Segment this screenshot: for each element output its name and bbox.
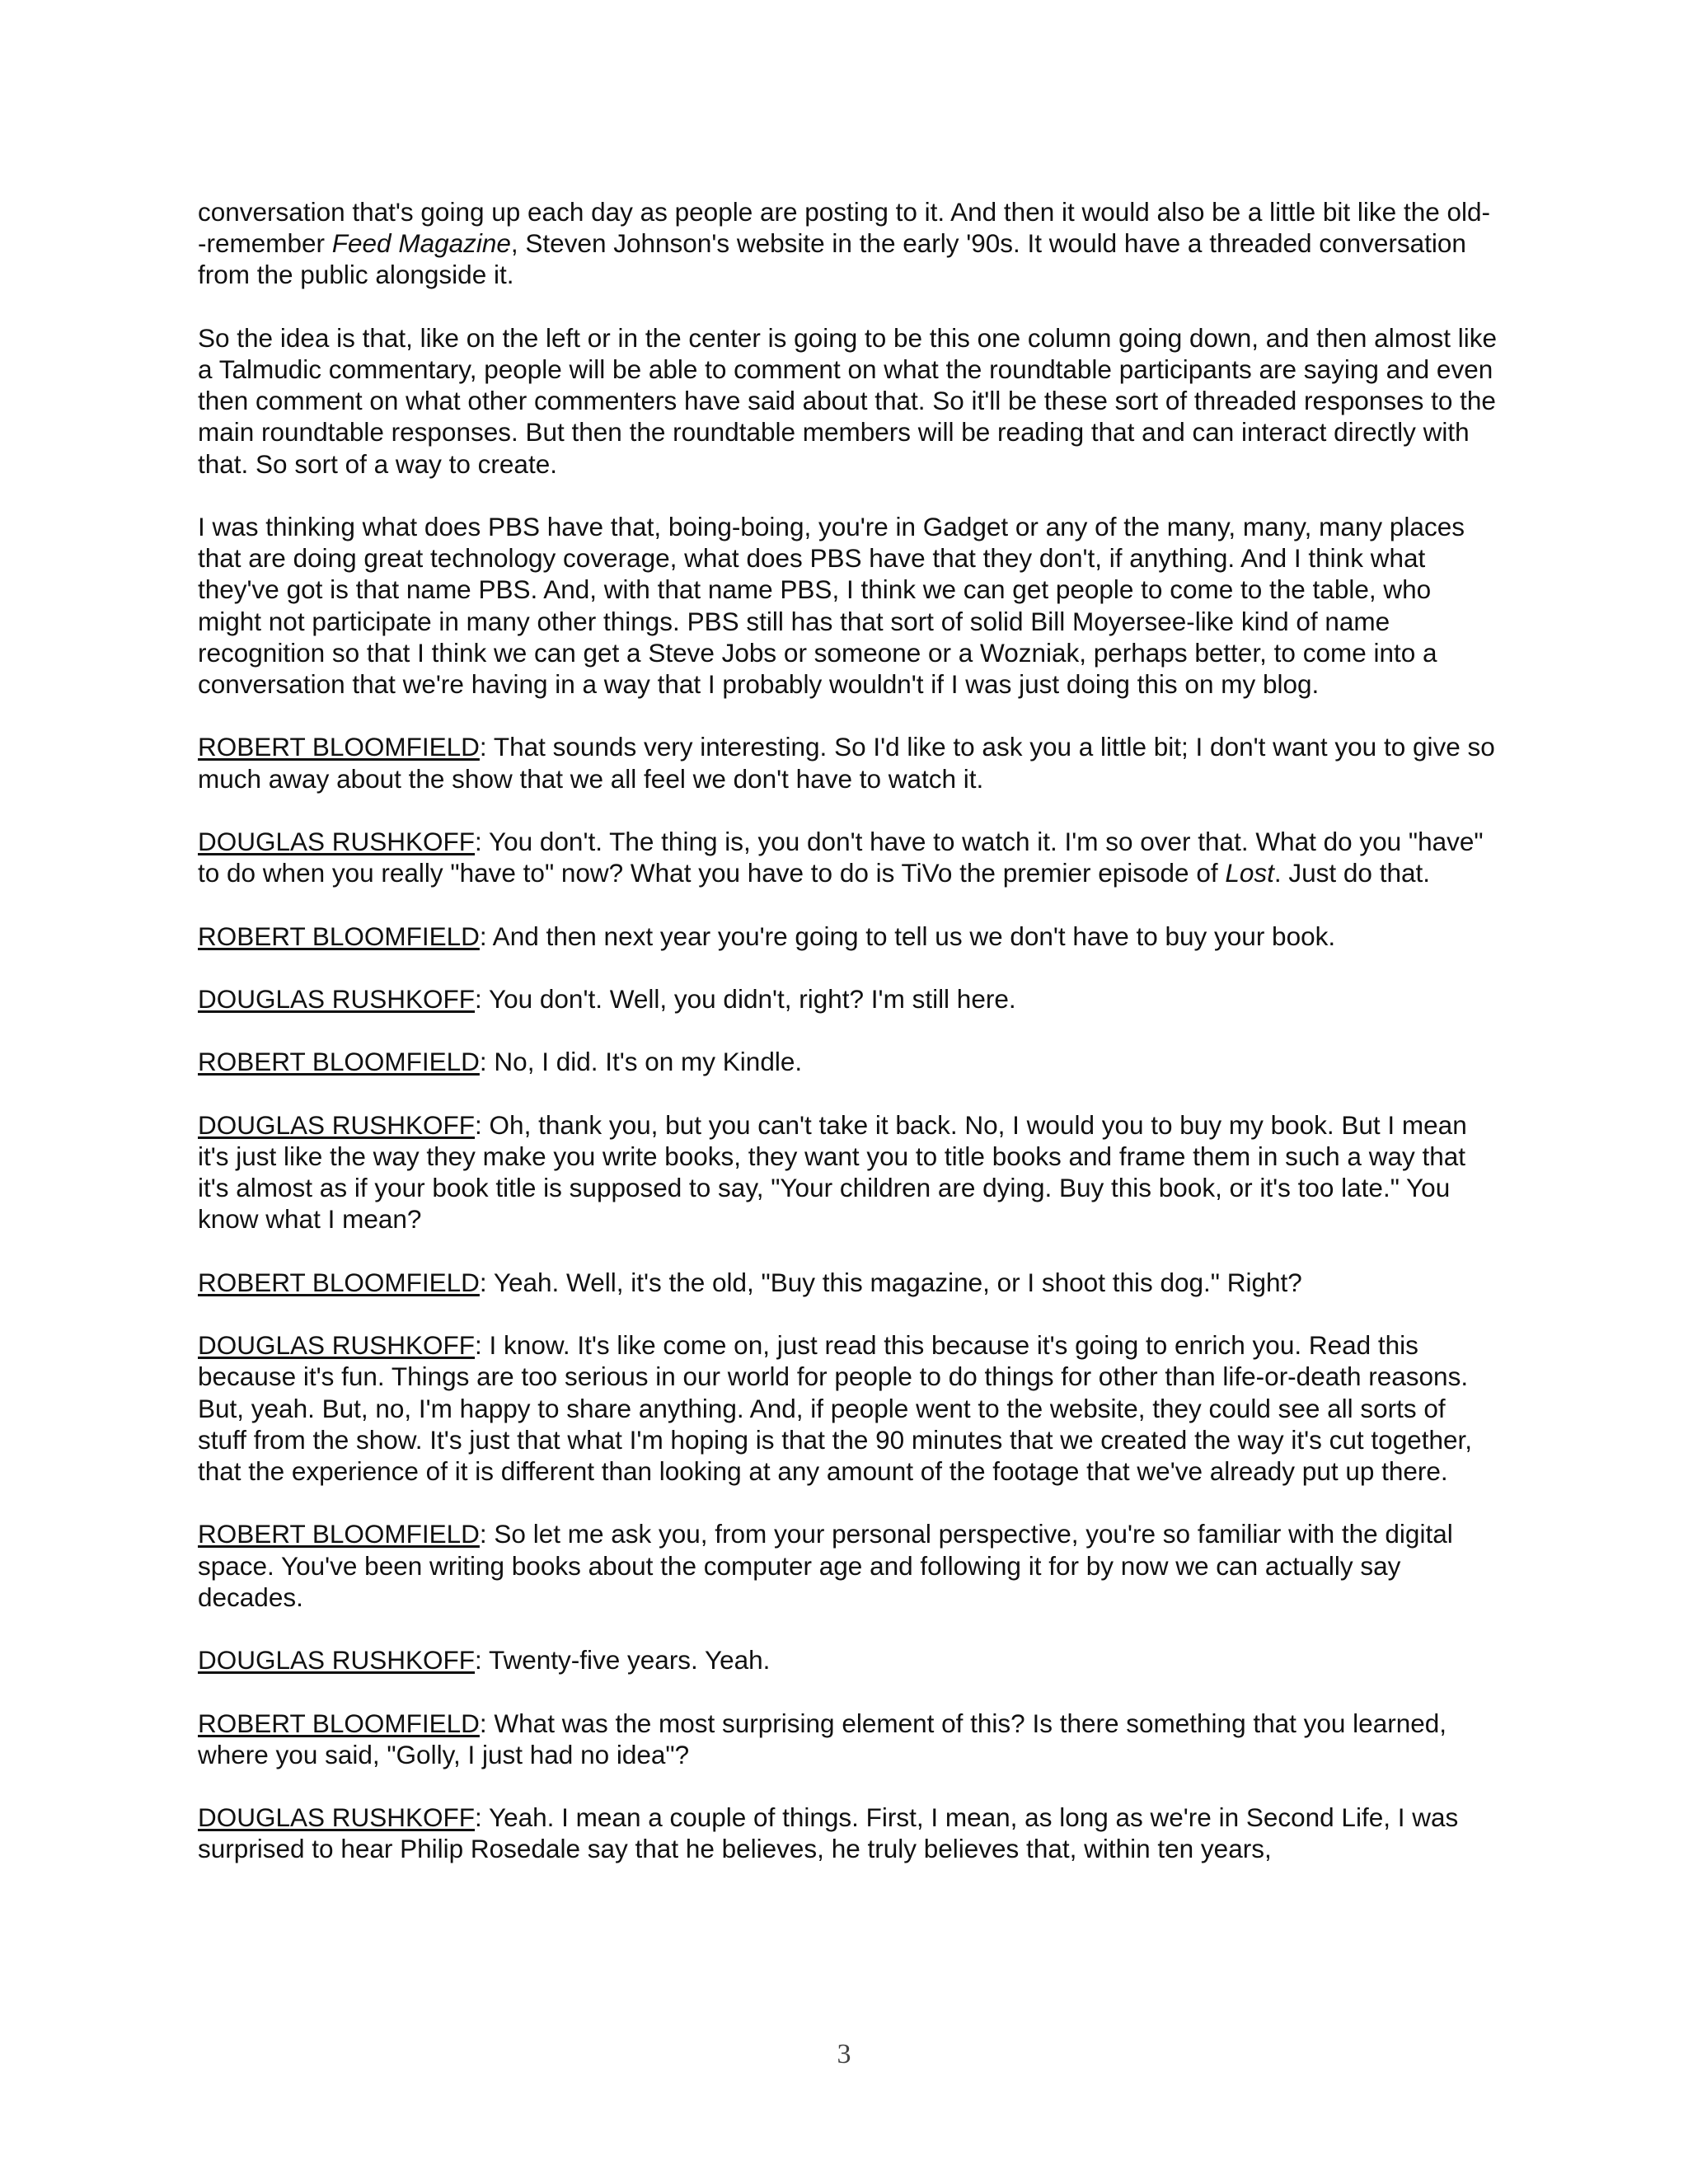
- paragraph-text: . Just do that.: [1273, 858, 1430, 888]
- paragraph-text: : You don't. Well, you didn't, right? I'm still here.: [475, 983, 1016, 1014]
- paragraph-text: : Oh, thank you, but you can't take it back. No, I would you to buy my book. But I mean it's just like the way they make you write books, they want you to title books and frame them in such a way that it's almost as if your book title is supposed to say, "Your children are dying. Buy this book, or it's too late." You know what I mean?: [198, 1109, 1467, 1235]
- dialogue-paragraph: [198, 1518, 1497, 1613]
- paragraph-text: : You don't. The thing is, you don't have to watch it. I'm so over that. What do you "have" to do when you really "have to" now? What you have to do is TiVo the premier episode of: [198, 827, 1484, 888]
- paragraph-text: : No, I did. It's on my Kindle.: [479, 1047, 803, 1077]
- paragraph-text: I was thinking what does PBS have that, boing-boing, you're in Gadget or any of the many, many, many places that are doing great technology coverage, what does PBS have that they don't, if anything. And I think what they've got is that name PBS. And, with that name PBS, I think we can get people to come to the table, who might not participate in many other things. PBS still has that sort of solid Bill Moyersee-like kind of name recognition so that I think we can get a Steve Jobs or someone or a Wozniak, perhaps better, to come into a conversation that we're having in a way that I probably wouldn't if I was just doing this on my blog.: [198, 512, 1465, 700]
- speaker-name: DOUGLAS RUSHKOFF: [198, 1645, 476, 1675]
- paragraph-text: : Yeah. Well, it's the old, "Buy this magazine, or I shoot this dog." Right?: [479, 1267, 1302, 1297]
- paragraph-text: , Steven Johnson's website in the early '90s. It would have a threaded conversation from the public alongside it.: [198, 228, 1466, 290]
- dialogue-paragraph: [198, 731, 1497, 794]
- speaker-name: DOUGLAS RUSHKOFF: [198, 827, 476, 856]
- speaker-name: DOUGLAS RUSHKOFF: [198, 983, 476, 1014]
- narrative-paragraph: [198, 511, 1497, 700]
- italic-title: Lost: [1225, 858, 1274, 888]
- speaker-name: ROBERT BLOOMFIELD: [198, 1267, 480, 1297]
- speaker-name: ROBERT BLOOMFIELD: [198, 1519, 480, 1549]
- dialogue-paragraph: [198, 1802, 1497, 1864]
- dialogue-paragraph: [198, 921, 1497, 952]
- speaker-name: DOUGLAS RUSHKOFF: [198, 1109, 476, 1140]
- paragraph-text: : What was the most surprising element of this? Is there something that you learned, where you said, "Golly, I just had no idea"?: [198, 1708, 1447, 1769]
- speaker-name: DOUGLAS RUSHKOFF: [198, 1330, 476, 1361]
- dialogue-paragraph: [198, 1267, 1497, 1298]
- page-number: 3: [837, 2039, 851, 2069]
- paragraph-text: conversation that's going up each day as people are posting to it. And then it would also be a little bit like the old--remember: [198, 197, 1491, 259]
- dialogue-paragraph: [198, 1644, 1497, 1675]
- speaker-name: ROBERT BLOOMFIELD: [198, 921, 480, 951]
- dialogue-paragraph: [198, 1329, 1497, 1487]
- dialogue-paragraph: [198, 1708, 1497, 1770]
- paragraph-text: : That sounds very interesting. So I'd like to ask you a little bit; I don't want you to give so much away about the show that we all feel we don't have to watch it.: [198, 732, 1495, 794]
- italic-title: Feed Magazine: [331, 228, 511, 259]
- paragraph-text: : And then next year you're going to tell us we don't have to buy your book.: [479, 921, 1336, 951]
- dialogue-paragraph: [198, 1109, 1497, 1235]
- speaker-name: ROBERT BLOOMFIELD: [198, 1708, 480, 1738]
- speaker-name: ROBERT BLOOMFIELD: [198, 732, 480, 762]
- paragraph-text: : I know. It's like come on, just read this because it's going to enrich you. Read this because it's fun. Things are too serious in our world for people to do things for other than life-or-death reasons. But, yeah. But, no, I'm happy to share anything. And, if people went to the website, they could see all sorts of stuff from the show. It's just that what I'm hoping is that the 90 minutes that we created the way it's cut together, that the experience of it is different than looking at any amount of the footage that we've already put up there.: [198, 1330, 1473, 1486]
- narrative-paragraph: [198, 196, 1497, 291]
- paragraph-text: So the idea is that, like on the left or in the center is going to be this one column going down, and then almost like a Talmudic commentary, people will be able to comment on what the roundtable participants are saying and even then comment on what other commenters have said about that. So it'll be these sort of threaded responses to the main roundtable responses. But then the roundtable members will be reading that and can interact directly with that. So sort of a way to create.: [198, 322, 1497, 479]
- dialogue-paragraph: [198, 1046, 1497, 1077]
- transcript-body: [198, 196, 1497, 1896]
- dialogue-paragraph: [198, 826, 1497, 888]
- speaker-name: ROBERT BLOOMFIELD: [198, 1047, 480, 1077]
- paragraph-text: : Yeah. I mean a couple of things. First, I mean, as long as we're in Second Life, I was surprised to hear Philip Rosedale say that he believes, he truly believes that, within ten years,: [198, 1802, 1459, 1864]
- narrative-paragraph: [198, 322, 1497, 480]
- paragraph-text: : So let me ask you, from your personal perspective, you're so familiar with the digital space. You've been writing books about the computer age and following it for by now we can actually say decades.: [198, 1519, 1453, 1612]
- paragraph-text: : Twenty-five years. Yeah.: [475, 1645, 771, 1675]
- speaker-name: DOUGLAS RUSHKOFF: [198, 1802, 476, 1833]
- dialogue-paragraph: [198, 983, 1497, 1015]
